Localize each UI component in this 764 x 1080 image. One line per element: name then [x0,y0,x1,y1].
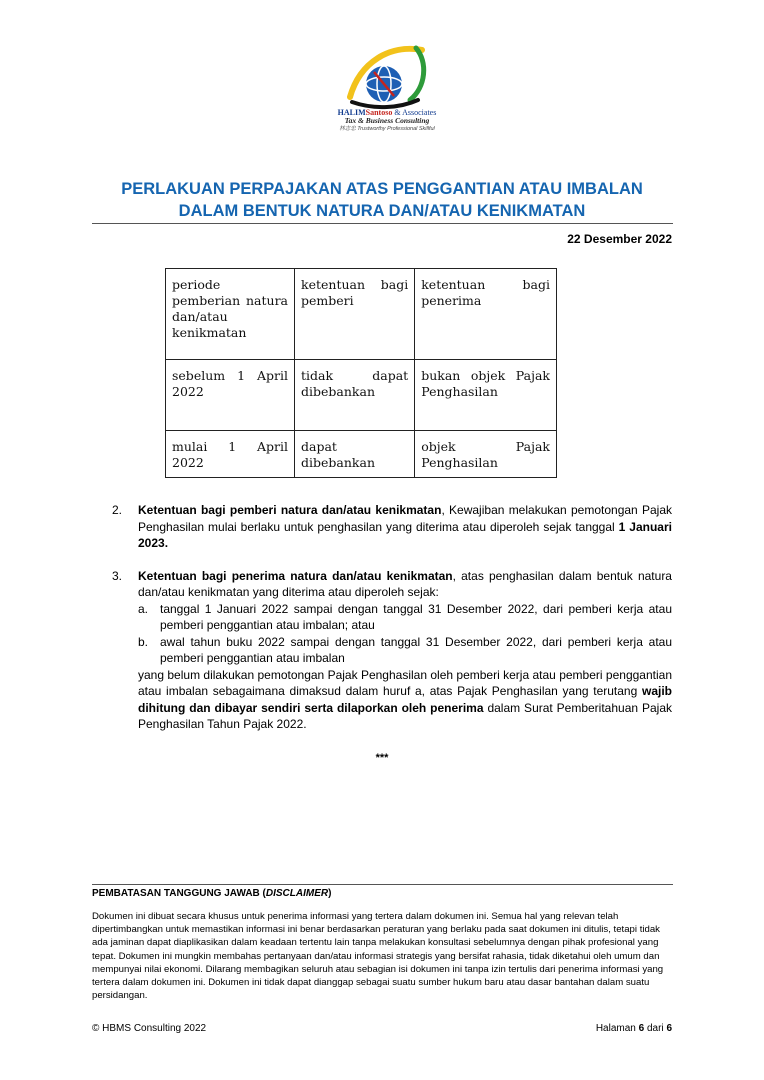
sub-item-text: tanggal 1 Januari 2022 sampai dengan tanggal 31 Desember 2022, dari pemberi kerja atau pemberi penggantian atau imbalan; atau [160,601,672,632]
section-separator: *** [375,752,389,764]
item-number: 3. [112,568,123,583]
table-cell: tidak dapat dibebankan [295,360,415,431]
sub-item-label: b. [138,634,149,649]
sub-item-b [138,634,672,667]
disclaimer-divider [92,884,673,885]
logo-company-name: HALIMSantoso & Associates [337,108,437,117]
table-header-cell: periode pemberian natura dan/atau kenikmatan [166,269,295,360]
natura-rules-table [165,268,557,478]
closing-paragraph: yang belum dilakukan pemotongan Pajak Penghasilan oleh pemberi kerja atau pemberi penggantian atau imbalan sebagaimana dimaksud dalam huruf a, atas Pajak Penghasilan yang terutang wajib dihitung dan dibayar sendiri serta dilaporkan oleh penerima dalam Surat Pemberitahuan Pajak Penghasilan Tahun Pajak 2022. [138,667,672,731]
table-cell: objek Pajak Penghasilan [415,431,557,478]
sub-item-a [138,601,672,634]
item-number: 2. [112,503,123,517]
item-bold-tail: 1 Januari 2023. [138,519,672,550]
sub-item-text: awal tahun buku 2022 sampai dengan tanggal 31 Desember 2022, dari pemberi kerja atau pemberi penggantian atau imbalan [160,634,672,665]
sub-item-label: a. [138,601,149,616]
disclaimer-title: PEMBATASAN TANGGUNG JAWAB (DISCLAIMER) [92,888,332,899]
list-item [112,568,672,733]
document-title [80,178,684,222]
table-header-cell: ketentuan bagi pemberi [295,269,415,360]
table-cell: bukan objek Pajak Penghasilan [415,360,557,431]
item-bold-lead: Ketentuan bagi penerima natura dan/atau kenikmatan [138,568,453,583]
disclaimer-text: Dokumen ini dibuat secara khusus untuk penerima informasi yang tertera dalam dokumen ini. Semua hal yang relevan telah dipertimbangkan untuk memastikan informasi ini benar berdasarkan peraturan yang berlaku pada saat dokumen ini ditulis, tetapi tidak ada jaminan dapat diaplikasikan dalam keadaan tertentu lain tanpa melakukan konsultasi sebelumnya dengan pihak profesional yang tepat. Dokumen ini mungkin membahas pertanyaan dan/atau informasi strategis yang bersifat rahasia, tidak diketahui oleh umum dan mempunyai nilai ekonomi. Dilarang membagikan seluruh atau sebagian isi dokumen ini tanpa izin tertulis dari penerima informasi yang tertera dalam dokumen ini. Dokumen ini tidak dapat dianggap sebagai suatu sumber hukum baru atau dasar bantahan dalam suatu persidangan. [92,911,664,1002]
table-header-row [166,269,557,360]
title-line-2: DALAM BENTUK NATURA DAN/ATAU KENIKMATAN [178,202,586,220]
item-text: , Kewajiban melakukan pemotongan Pajak Penghasilan mulai berlaku untuk penghasilan yang diterima atau diperoleh sejak tanggal [138,503,673,534]
logo-emblem-icon [330,42,440,112]
list-item [112,502,672,552]
footer-copyright: © HBMS Consulting 2022 [92,1023,207,1034]
document-body [112,502,672,749]
table-header-cell: ketentuan bagi penerima [415,269,557,360]
document-date: 22 Desember 2022 [567,232,672,246]
company-logo [330,42,440,152]
page-number: Halaman 6 dari 6 [595,1023,672,1034]
title-line-1: PERLAKUAN PERPAJAKAN ATAS PENGGANTIAN ATAU IMBALAN [121,180,643,198]
logo-tagline: 林志忠 Trustworthy Professional Skillful [339,125,435,132]
item-text: , atas penghasilan dalam bentuk natura dan/atau kenikmatan yang diterima atau diperoleh sejak: [138,568,672,599]
table-cell: sebelum 1 April 2022 [166,360,295,431]
table-row [166,360,557,431]
logo-subtitle: Tax & Business Consulting [344,116,430,126]
logo-text-block [322,108,452,132]
table-cell: mulai 1 April 2022 [166,431,295,478]
table-cell: dapat dibebankan [295,431,415,478]
item-bold-lead: Ketentuan bagi pemberi natura dan/atau kenikmatan [138,503,442,517]
table-row [166,431,557,478]
title-divider [92,223,673,224]
